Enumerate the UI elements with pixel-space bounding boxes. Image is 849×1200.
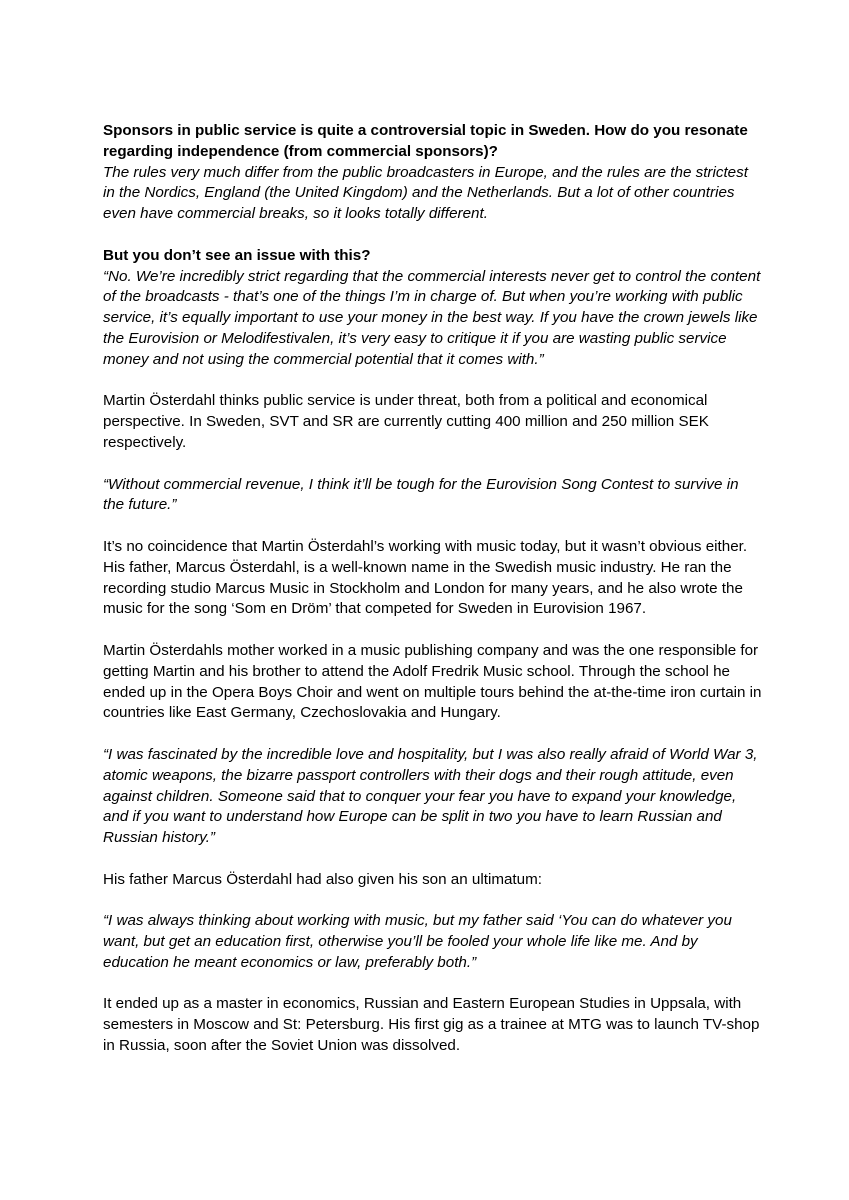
body-paragraph: It’s no coincidence that Martin Österdahl’s working with music today, but it wasn’t obvious either. His father, Marcus Österdahl, is a well-known name in the Swedish music industry. He ran the recording studio Marcus Music in Stockholm and London for many years, and he also wrote the music for the song ‘Som en Dröm’ that competed for Sweden in Eurovision 1967. [103, 537, 748, 618]
body-paragraph: Martin Österdahl thinks public service is under threat, both from a political and economical perspective. In Sweden, SVT and SR are currently cutting 400 million and 250 million SEK respectively. [103, 392, 709, 451]
body-paragraph: It ended up as a master in economics, Russian and Eastern European Studies in Uppsala, with semesters in Moscow and St: Petersburg. His first gig as a trainee at MTG was to launch TV-shop in Russia, soon after the Soviet Union was dissolved. [103, 995, 760, 1055]
paragraph-father [103, 537, 763, 620]
interview-answer: “No. We’re incredibly strict regarding that the commercial interests never get to control the content of the broadcasts - that’s one of the things I’m in charge of. But when you’re working with public service, it’s equally important to use your money in the best way. If you have the crown jewels like the Eurovision or Melodifestivalen, it’s very easy to critique it if you are wasting public service money and not using the commercial potential that it comes with.” [103, 267, 761, 368]
interview-question: But you don’t see an issue with this? [103, 246, 371, 264]
interview-exchange-1 [103, 121, 763, 225]
pull-quote: “I was always thinking about working with music, but my father said ‘You can do whatever you want, but get an education first, otherwise you’ll be fooled your whole life like me. And by education he meant economics or law, preferably both.” [103, 912, 732, 971]
body-paragraph: Martin Österdahls mother worked in a music publishing company and was the one responsible for getting Martin and his brother to attend the Adolf Fredrik Music school. Through the school he ended up in the Opera Boys Choir and went on multiple tours behind the at-the-time iron curtain in countries like East Germany, Czechoslovakia and Hungary. [103, 641, 762, 722]
paragraph-mother [103, 641, 763, 724]
pull-quote: “Without commercial revenue, I think it’ll be tough for the Eurovision Song Contest to survive in the future.” [103, 475, 739, 514]
document-page [103, 121, 763, 1078]
paragraph-threat [103, 391, 763, 453]
pull-quote: “I was fascinated by the incredible love and hospitality, but I was also really afraid of World War 3, atomic weapons, the bizarre passport controllers with their dogs and their rough attitude, even against children. Someone said that to conquer your fear you have to expand your knowledge, and if you want to understand how Europe can be split in two you have to learn Russian and Russian history.” [103, 745, 758, 847]
interview-exchange-2 [103, 246, 763, 371]
quote-revenue [103, 475, 763, 517]
interview-question: Sponsors in public service is quite a controversial topic in Sweden. How do you resonate regarding independence (from commercial sponsors)? [103, 122, 748, 160]
quote-education [103, 911, 763, 973]
interview-answer: The rules very much differ from the public broadcasters in Europe, and the rules are the strictest in the Nordics, England (the United Kingdom) and the Netherlands. But a lot of other countries even have commercial breaks, so it looks totally different. [103, 163, 748, 223]
paragraph-ultimatum [103, 870, 763, 891]
body-paragraph: His father Marcus Österdahl had also given his son an ultimatum: [103, 870, 542, 888]
paragraph-master [103, 994, 763, 1056]
quote-fascination [103, 745, 763, 849]
